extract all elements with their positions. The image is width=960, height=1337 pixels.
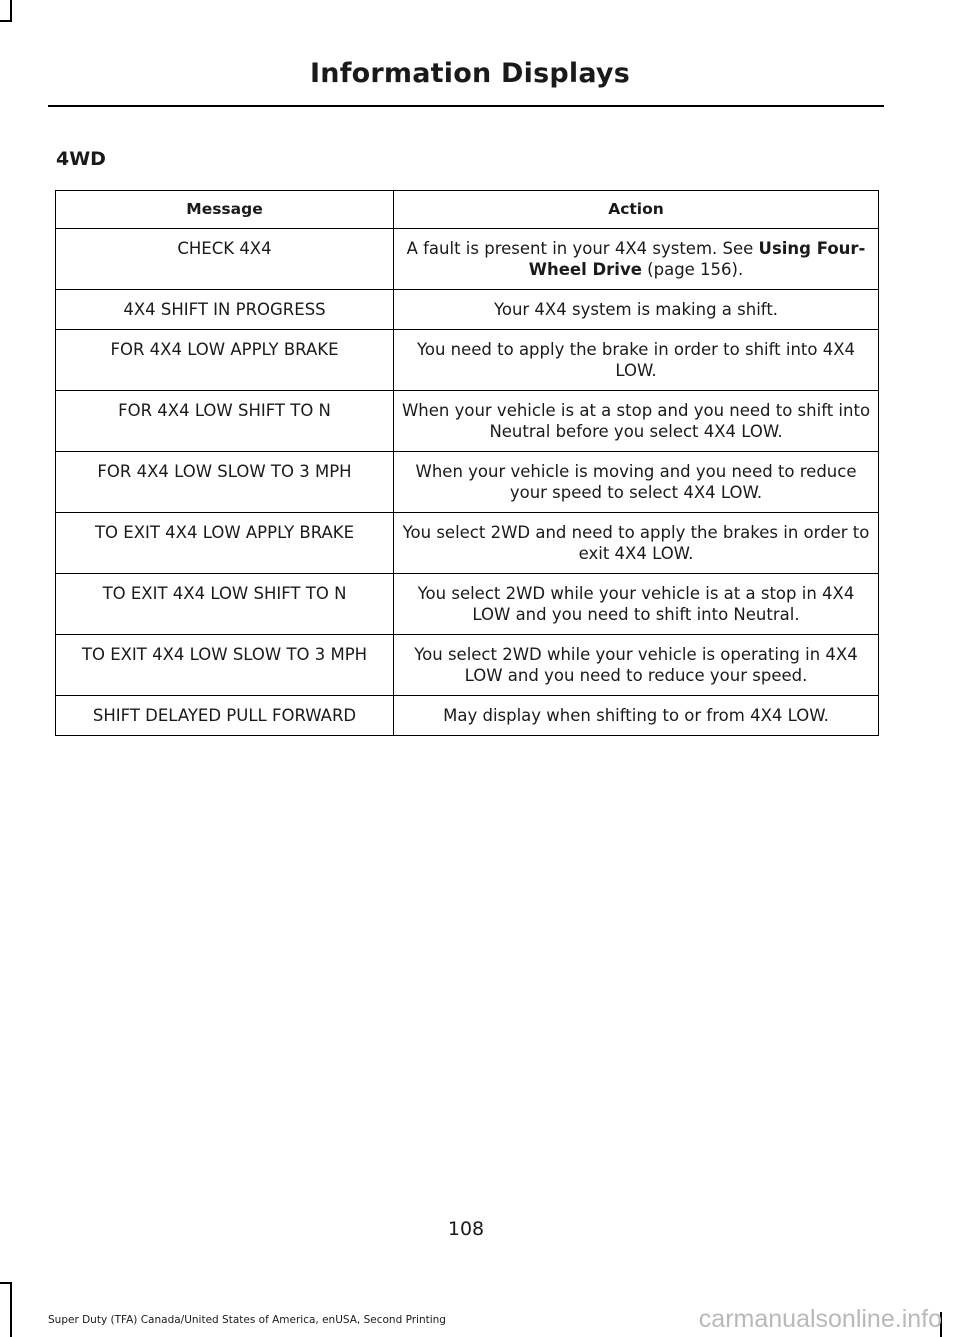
crop-mark-top-left-horizontal — [0, 20, 12, 22]
message-cell: SHIFT DELAYED PULL FORWARD — [56, 696, 394, 736]
action-text: A fault is present in your 4X4 system. See — [406, 239, 759, 258]
table-row — [56, 513, 879, 574]
table-row — [56, 452, 879, 513]
action-cell: You select 2WD while your vehicle is at a stop in 4X4 LOW and you need to shift into Neutral. — [394, 574, 879, 635]
action-cell — [394, 229, 879, 290]
message-cell: CHECK 4X4 — [56, 229, 394, 290]
action-cell: May display when shifting to or from 4X4 LOW. — [394, 696, 879, 736]
crop-mark-top-left-vertical — [10, 0, 12, 22]
table-row — [56, 229, 879, 290]
action-cell: Your 4X4 system is making a shift. — [394, 290, 879, 330]
message-cell: TO EXIT 4X4 LOW SLOW TO 3 MPH — [56, 635, 394, 696]
message-cell: FOR 4X4 LOW APPLY BRAKE — [56, 330, 394, 391]
column-header-action: Action — [394, 191, 879, 229]
table-row — [56, 635, 879, 696]
table-row — [56, 574, 879, 635]
table-row — [56, 330, 879, 391]
table-header-row — [56, 191, 879, 229]
crop-mark-bottom-left-vertical — [10, 1282, 12, 1337]
section-heading: 4WD — [56, 148, 106, 170]
message-cell: FOR 4X4 LOW SHIFT TO N — [56, 391, 394, 452]
message-cell: 4X4 SHIFT IN PROGRESS — [56, 290, 394, 330]
messages-table — [55, 190, 879, 736]
action-cell: You need to apply the brake in order to shift into 4X4 LOW. — [394, 330, 879, 391]
message-cell: TO EXIT 4X4 LOW APPLY BRAKE — [56, 513, 394, 574]
action-cell: When your vehicle is at a stop and you need to shift into Neutral before you select 4X4 LOW. — [394, 391, 879, 452]
edition-footer: Super Duty (TFA) Canada/United States of America, enUSA, Second Printing — [48, 1314, 446, 1326]
header-divider — [48, 105, 884, 107]
action-cell: You select 2WD and need to apply the brakes in order to exit 4X4 LOW. — [394, 513, 879, 574]
table-row — [56, 696, 879, 736]
action-cell: You select 2WD while your vehicle is operating in 4X4 LOW and you need to reduce your speed. — [394, 635, 879, 696]
message-cell: FOR 4X4 LOW SLOW TO 3 MPH — [56, 452, 394, 513]
table-row — [56, 290, 879, 330]
page-reference-link[interactable]: Using Four-Wheel Drive — [528, 239, 866, 279]
watermark: carmanualsonline.info — [698, 1305, 942, 1333]
crop-mark-bottom-left-horizontal — [0, 1282, 12, 1284]
message-cell: TO EXIT 4X4 LOW SHIFT TO N — [56, 574, 394, 635]
action-text: (page 156). — [641, 260, 744, 279]
column-header-message: Message — [56, 191, 394, 229]
page-number: 108 — [447, 1218, 485, 1240]
action-cell: When your vehicle is moving and you need to reduce your speed to select 4X4 LOW. — [394, 452, 879, 513]
page-title: Information Displays — [310, 58, 630, 89]
table-row — [56, 391, 879, 452]
